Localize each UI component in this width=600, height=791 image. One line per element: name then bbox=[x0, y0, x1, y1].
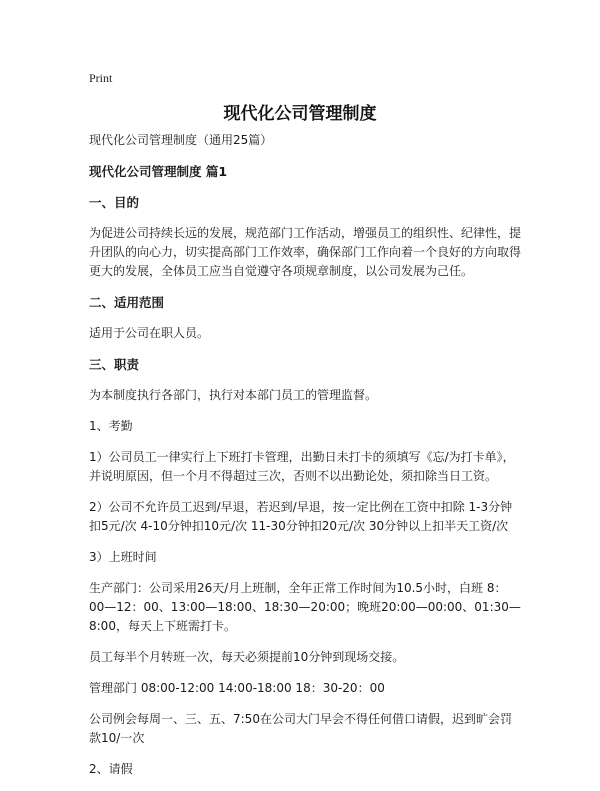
document-body bbox=[89, 131, 521, 791]
section-body-scope: 适用于公司在职人员。 bbox=[89, 326, 210, 340]
section-body-duties: 为本制度执行各部门，执行对本部门员工的管理监督。 bbox=[89, 388, 378, 402]
paragraph-shift-rotation: 员工每半个月转班一次，每天必须提前10分钟到现场交接。 bbox=[89, 650, 405, 664]
part-title: 现代化公司管理制度 篇1 bbox=[89, 164, 228, 179]
subsection-attendance: 1、考勤 bbox=[89, 419, 133, 433]
attendance-item-1: 1）公司员工一律实行上下班打卡管理，出勤日未打卡的须填写《忘/为打卡单》，并说明原因，但一个月不得超过三次，否则不以出勤论处，须扣除当日工资。 bbox=[89, 450, 515, 483]
paragraph-production-hours: 生产部门：公司采用26天/月上班制，全年正常工作时间为10.5小时，白班 8：00—12：00、13:00—18:00、18:30—20:00；晚班20:00—00:00、01:30—8:00，每天上下班需打卡。 bbox=[89, 581, 521, 633]
attendance-item-3: 3）上班时间 bbox=[89, 550, 157, 564]
section-heading-scope: 二、适用范围 bbox=[89, 295, 165, 310]
doc-subtitle: 现代化公司管理制度（通用25篇） bbox=[89, 133, 273, 147]
paragraph-management-hours: 管理部门 08:00-12:00 14:00-18:00 18：30-20：00 bbox=[89, 681, 385, 695]
paragraph-weekly-meeting: 公司例会每周一、三、五、7:50在公司大门早会不得任何借口请假，迟到旷会罚款10/一次 bbox=[89, 712, 512, 745]
section-heading-purpose: 一、目的 bbox=[89, 195, 140, 210]
section-heading-duties: 三、职责 bbox=[89, 357, 140, 372]
section-body-purpose: 为促进公司持续长远的发展，规范部门工作活动，增强员工的组织性、纪律性，提升团队的向心力，切实提高部门工作效率，确保部门工作向着一个良好的方向取得更大的发展，全体员工应当自觉遵守各项规章制度，以公司发展为己任。 bbox=[89, 226, 522, 278]
print-label[interactable]: Print bbox=[89, 71, 113, 85]
attendance-item-2: 2）公司不允许员工迟到/早退，若迟到/早退，按一定比例在工资中扣除 1-3分钟扣5元/次 4-10分钟扣10元/次 11-30分钟扣20元/次 30分钟以上扣半天工资/次 bbox=[89, 500, 513, 533]
page-title: 现代化公司管理制度 bbox=[223, 104, 377, 124]
subsection-leave: 2、请假 bbox=[89, 762, 133, 776]
